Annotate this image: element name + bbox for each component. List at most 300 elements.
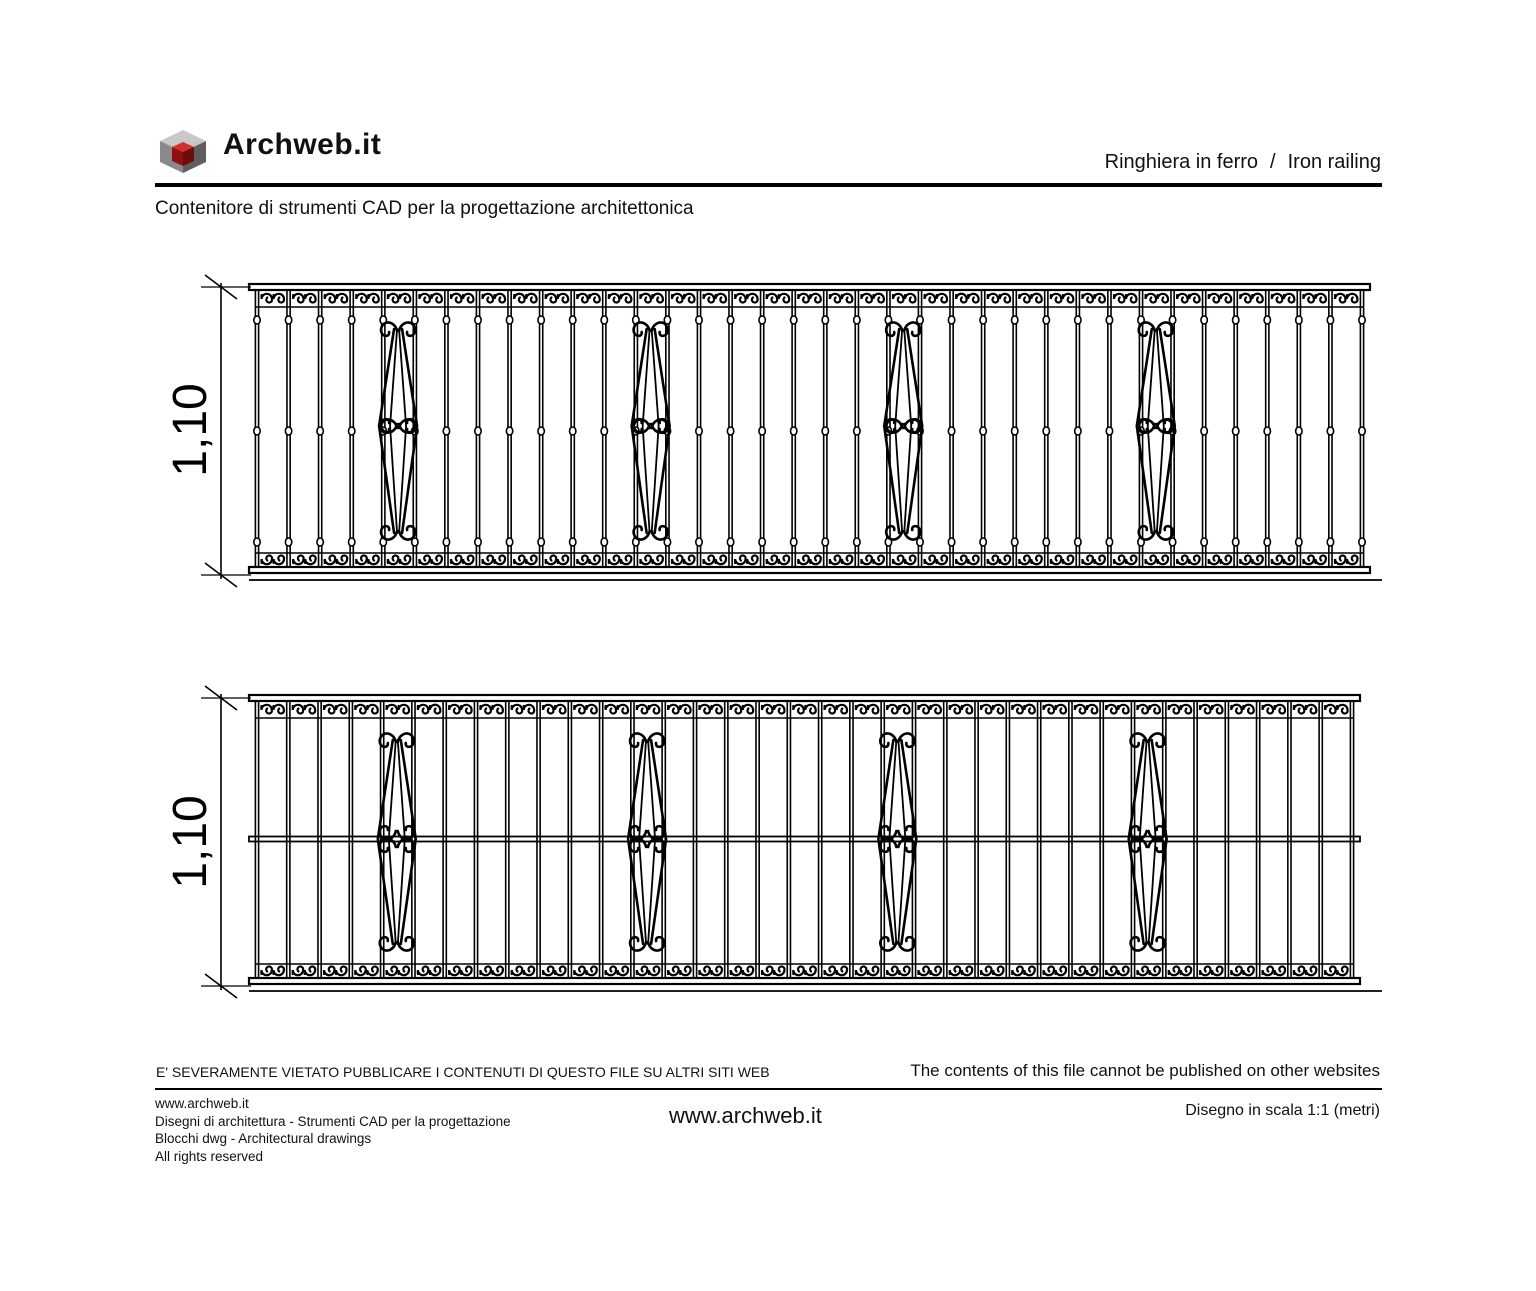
baluster-collar — [1296, 538, 1302, 546]
baluster-collar — [254, 316, 260, 324]
baluster-collar — [254, 427, 260, 435]
bottom-scroll — [1149, 966, 1159, 975]
top-scroll — [762, 705, 772, 714]
bottom-scroll — [798, 555, 808, 564]
bottom-scroll — [609, 555, 619, 564]
top-scroll — [743, 705, 753, 714]
baluster-collar — [1233, 427, 1239, 435]
bottom-scroll — [1252, 555, 1262, 564]
baluster-collar — [791, 538, 797, 546]
top-scroll — [324, 705, 334, 714]
top-scroll — [546, 294, 556, 303]
bottom-scroll — [1169, 966, 1179, 975]
bottom-scroll — [480, 966, 490, 975]
bottom-scroll — [512, 966, 522, 975]
bottom-scroll — [273, 966, 283, 975]
top-scroll — [621, 294, 631, 303]
bottom-scroll — [1082, 555, 1092, 564]
bottom-scroll — [492, 966, 502, 975]
baluster-collar — [1359, 538, 1365, 546]
bottom-scroll — [495, 555, 505, 564]
bottom-scroll — [483, 555, 493, 564]
bottom-scroll — [418, 966, 428, 975]
top-scroll — [305, 705, 315, 714]
bottom-scroll — [337, 555, 347, 564]
top-scroll — [637, 705, 647, 714]
top-scroll — [526, 294, 536, 303]
baluster-collar — [696, 427, 702, 435]
baluster-collar — [570, 427, 576, 435]
baluster-collar — [538, 316, 544, 324]
bottom-scroll — [810, 555, 820, 564]
bottom-scroll — [672, 555, 682, 564]
top-scroll — [1335, 294, 1345, 303]
top-scroll — [842, 294, 852, 303]
top-scroll — [400, 294, 410, 303]
top-scroll — [1315, 294, 1325, 303]
top-scroll — [861, 294, 871, 303]
baluster-collar — [1201, 427, 1207, 435]
bottom-scroll — [368, 555, 378, 564]
baluster-collar — [317, 538, 323, 546]
top-scroll — [1275, 705, 1285, 714]
bottom-rail — [249, 567, 1370, 573]
bottom-scroll — [1337, 966, 1347, 975]
top-scroll — [1118, 705, 1128, 714]
bottom-scroll — [419, 555, 429, 564]
bottom-scroll — [1275, 966, 1285, 975]
bottom-scroll — [586, 966, 596, 975]
baluster-collar — [601, 427, 607, 435]
top-scroll — [930, 705, 940, 714]
baluster-collar — [1264, 427, 1270, 435]
bottom-scroll — [606, 966, 616, 975]
railing-elevation-2 — [201, 686, 1382, 998]
top-scroll — [798, 294, 808, 303]
title-italian: Ringhiera in ferro — [1104, 151, 1259, 173]
bottom-scroll — [899, 966, 909, 975]
baluster-collar — [1012, 316, 1018, 324]
top-scroll — [1044, 705, 1054, 714]
baluster-collar — [980, 538, 986, 546]
top-scroll — [1114, 294, 1124, 303]
bottom-scroll — [1094, 555, 1104, 564]
top-scroll — [1063, 294, 1073, 303]
top-scroll — [1082, 294, 1092, 303]
top-scroll — [1087, 705, 1097, 714]
baluster-collar — [854, 538, 860, 546]
baluster-collar — [1012, 427, 1018, 435]
top-scroll — [652, 294, 662, 303]
baluster-collar — [1106, 316, 1112, 324]
footer-line-blocks: Blocchi dwg - Architectural drawings — [155, 1131, 372, 1146]
top-scroll — [956, 294, 966, 303]
bottom-scroll — [1158, 555, 1168, 564]
bottom-scroll — [461, 966, 471, 975]
title-separator: / — [1270, 151, 1276, 173]
bottom-scroll — [805, 966, 815, 975]
bottom-scroll — [430, 966, 440, 975]
bottom-scroll — [1177, 555, 1187, 564]
top-scroll — [1126, 294, 1136, 303]
top-scroll — [399, 705, 409, 714]
top-scroll — [793, 705, 803, 714]
top-scroll — [356, 294, 366, 303]
bottom-scroll — [680, 966, 690, 975]
bottom-scroll — [1137, 966, 1147, 975]
baluster-collar — [1043, 427, 1049, 435]
top-scroll — [1243, 705, 1253, 714]
bottom-scroll — [1012, 966, 1022, 975]
top-scroll — [574, 705, 584, 714]
baluster-collar — [854, 427, 860, 435]
bottom-scroll — [649, 966, 659, 975]
baluster-collar — [948, 316, 954, 324]
bottom-scroll — [837, 966, 847, 975]
top-scroll — [451, 294, 461, 303]
baluster-collar — [506, 427, 512, 435]
bottom-scroll — [546, 555, 556, 564]
top-scroll — [261, 705, 271, 714]
baluster-collar — [570, 316, 576, 324]
top-scroll — [555, 705, 565, 714]
top-scroll — [1012, 705, 1022, 714]
bottom-scroll — [684, 555, 694, 564]
bottom-scroll — [1056, 966, 1066, 975]
top-scroll — [1337, 705, 1347, 714]
bottom-scroll — [524, 966, 534, 975]
bottom-scroll — [779, 555, 789, 564]
bottom-scroll — [526, 555, 536, 564]
bottom-scroll — [355, 966, 365, 975]
top-scroll — [1177, 294, 1187, 303]
baluster-collar — [475, 538, 481, 546]
bottom-scroll — [367, 966, 377, 975]
bottom-scroll — [868, 966, 878, 975]
bottom-scroll — [336, 966, 346, 975]
bottom-scroll — [918, 966, 928, 975]
bottom-scroll — [1106, 966, 1116, 975]
top-scroll — [810, 294, 820, 303]
top-scroll — [1294, 705, 1304, 714]
bottom-scroll — [387, 966, 397, 975]
baluster-collar — [727, 427, 733, 435]
top-scroll — [1137, 705, 1147, 714]
baluster-collar — [822, 427, 828, 435]
bottom-scroll — [1315, 555, 1325, 564]
top-scroll — [463, 294, 473, 303]
bottom-scroll — [1000, 555, 1010, 564]
baluster-collar — [1075, 538, 1081, 546]
top-scroll — [962, 705, 972, 714]
bottom-scroll — [1189, 555, 1199, 564]
copyright-warning-english: The contents of this file cannot be published on other websites — [910, 1061, 1380, 1080]
bottom-scroll — [930, 966, 940, 975]
top-scroll — [968, 294, 978, 303]
baluster-collar — [696, 538, 702, 546]
top-scroll — [368, 294, 378, 303]
top-scroll — [899, 705, 909, 714]
baluster-collar — [570, 538, 576, 546]
top-scroll — [387, 705, 397, 714]
bottom-scroll — [1051, 555, 1061, 564]
top-scroll — [512, 705, 522, 714]
top-scroll — [774, 705, 784, 714]
top-scroll — [1221, 294, 1231, 303]
bottom-scroll — [1024, 966, 1034, 975]
top-scroll — [873, 294, 883, 303]
top-scroll — [543, 705, 553, 714]
bottom-scroll — [589, 555, 599, 564]
logo-text: Archweb.it — [223, 128, 382, 161]
bottom-scroll — [842, 555, 852, 564]
baluster-collar — [475, 316, 481, 324]
bottom-scroll — [1240, 555, 1250, 564]
top-scroll — [856, 705, 866, 714]
baluster-collar — [1327, 427, 1333, 435]
bottom-scroll — [262, 555, 272, 564]
bottom-scroll — [305, 966, 315, 975]
top-scroll — [805, 705, 815, 714]
baluster-collar — [1075, 427, 1081, 435]
top-scroll — [1189, 294, 1199, 303]
top-scroll — [1051, 294, 1061, 303]
footer-site-url[interactable]: www.archweb.it — [155, 1096, 249, 1111]
top-scroll — [1169, 705, 1179, 714]
top-scroll — [649, 705, 659, 714]
bottom-scroll — [893, 555, 903, 564]
bottom-scroll — [640, 555, 650, 564]
top-scroll — [274, 294, 284, 303]
top-scroll — [305, 294, 315, 303]
baluster-collar — [1233, 538, 1239, 546]
baluster-collar — [538, 427, 544, 435]
baluster-collar — [1296, 316, 1302, 324]
bottom-scroll — [574, 966, 584, 975]
bottom-scroll — [716, 555, 726, 564]
bottom-scroll — [856, 966, 866, 975]
baluster-collar — [791, 316, 797, 324]
bottom-scroll — [1335, 555, 1345, 564]
baluster-collar — [285, 316, 291, 324]
bottom-scroll — [762, 966, 772, 975]
bottom-scroll — [543, 966, 553, 975]
top-scroll — [367, 705, 377, 714]
bottom-scroll — [274, 555, 284, 564]
baluster-collar — [443, 427, 449, 435]
bottom-scroll — [293, 966, 303, 975]
top-scroll — [981, 705, 991, 714]
top-scroll — [684, 294, 694, 303]
baluster-collar — [1264, 538, 1270, 546]
footer-info — [155, 1095, 511, 1165]
baluster-collar — [727, 316, 733, 324]
bottom-scroll — [399, 966, 409, 975]
top-scroll — [668, 705, 678, 714]
baluster-collar — [759, 538, 765, 546]
top-scroll — [868, 705, 878, 714]
bottom-scroll — [830, 555, 840, 564]
bottom-scroll — [1243, 966, 1253, 975]
top-scroll — [589, 294, 599, 303]
bottom-scroll — [1118, 966, 1128, 975]
baluster-collar — [1043, 316, 1049, 324]
baluster-collar — [1043, 538, 1049, 546]
top-scroll — [699, 705, 709, 714]
bottom-scroll — [1263, 966, 1273, 975]
top-scroll — [1031, 294, 1041, 303]
baluster-collar — [1327, 316, 1333, 324]
top-scroll — [1158, 294, 1168, 303]
bottom-scroll — [325, 555, 335, 564]
baluster-collar — [1012, 538, 1018, 546]
bottom-scroll — [873, 555, 883, 564]
bottom-scroll — [905, 555, 915, 564]
bottom-rail — [249, 978, 1360, 984]
top-scroll — [1272, 294, 1282, 303]
top-scroll — [431, 294, 441, 303]
top-scroll — [388, 294, 398, 303]
baluster-collar — [506, 316, 512, 324]
bottom-scroll — [1063, 555, 1073, 564]
baluster-collar — [727, 538, 733, 546]
top-scroll — [1306, 705, 1316, 714]
top-scroll — [293, 294, 303, 303]
baluster-collar — [980, 316, 986, 324]
bottom-scroll — [1044, 966, 1054, 975]
top-scroll — [735, 294, 745, 303]
top-scroll — [586, 705, 596, 714]
handrail — [249, 695, 1360, 701]
bottom-scroll — [774, 966, 784, 975]
bottom-scroll — [324, 966, 334, 975]
top-scroll — [731, 705, 741, 714]
top-scroll — [1024, 705, 1034, 714]
scale-note: Disegno in scala 1:1 (metri) — [1185, 1102, 1380, 1119]
bottom-scroll — [1126, 555, 1136, 564]
top-scroll — [606, 705, 616, 714]
bottom-scroll — [711, 966, 721, 975]
top-scroll — [273, 705, 283, 714]
baluster-collar — [1075, 316, 1081, 324]
top-scroll — [430, 705, 440, 714]
bottom-scroll — [1272, 555, 1282, 564]
bottom-scroll — [767, 555, 777, 564]
baluster-collar — [822, 538, 828, 546]
top-scroll — [618, 705, 628, 714]
bottom-scroll — [1114, 555, 1124, 564]
bottom-scroll — [1031, 555, 1041, 564]
top-scroll — [680, 705, 690, 714]
baluster-collar — [1264, 316, 1270, 324]
bottom-scroll — [1347, 555, 1357, 564]
top-scroll — [1146, 294, 1156, 303]
top-scroll — [1231, 705, 1241, 714]
top-scroll — [704, 294, 714, 303]
bottom-scroll — [388, 555, 398, 564]
baluster-collar — [854, 316, 860, 324]
baluster-collar — [317, 427, 323, 435]
title-english: Iron railing — [1287, 151, 1381, 173]
bottom-scroll — [668, 966, 678, 975]
top-scroll — [1284, 294, 1294, 303]
top-scroll — [925, 294, 935, 303]
top-scroll — [711, 705, 721, 714]
top-scroll — [837, 705, 847, 714]
top-scroll — [325, 294, 335, 303]
baluster-collar — [948, 427, 954, 435]
bottom-scroll — [463, 555, 473, 564]
baluster-collar — [1201, 316, 1207, 324]
top-scroll — [747, 294, 757, 303]
top-scroll — [293, 705, 303, 714]
baluster-collar — [601, 316, 607, 324]
top-scroll — [480, 705, 490, 714]
bottom-scroll — [305, 555, 315, 564]
bottom-scroll — [558, 555, 568, 564]
baluster-collar — [349, 538, 355, 546]
bottom-scroll — [925, 555, 935, 564]
top-scroll — [355, 705, 365, 714]
top-scroll — [1200, 705, 1210, 714]
bottom-scroll — [1087, 966, 1097, 975]
baluster-collar — [1201, 538, 1207, 546]
bottom-scroll — [981, 966, 991, 975]
top-scroll — [336, 705, 346, 714]
bottom-scroll — [968, 555, 978, 564]
top-scroll — [609, 294, 619, 303]
baluster-collar — [696, 316, 702, 324]
baluster-collar — [791, 427, 797, 435]
top-scroll — [492, 705, 502, 714]
bottom-scroll — [747, 555, 757, 564]
top-scroll — [937, 294, 947, 303]
bottom-scroll — [1325, 966, 1335, 975]
baluster-collar — [759, 427, 765, 435]
top-scroll — [1149, 705, 1159, 714]
top-scroll — [262, 294, 272, 303]
bottom-scroll — [731, 966, 741, 975]
bottom-scroll — [1209, 555, 1219, 564]
top-scroll — [950, 705, 960, 714]
top-scroll — [830, 294, 840, 303]
top-scroll — [418, 705, 428, 714]
baluster-collar — [1233, 316, 1239, 324]
top-scroll — [337, 294, 347, 303]
baluster-collar — [759, 316, 765, 324]
top-scroll — [419, 294, 429, 303]
top-scroll — [905, 294, 915, 303]
top-scroll — [1212, 705, 1222, 714]
top-scroll — [524, 705, 534, 714]
top-scroll — [893, 294, 903, 303]
bottom-scroll — [988, 555, 998, 564]
bottom-scroll — [1200, 966, 1210, 975]
baluster-collar — [1106, 538, 1112, 546]
bottom-scroll — [825, 966, 835, 975]
top-scroll — [993, 705, 1003, 714]
top-scroll — [887, 705, 897, 714]
bottom-scroll — [1221, 555, 1231, 564]
bottom-scroll — [1146, 555, 1156, 564]
bottom-scroll — [962, 966, 972, 975]
bottom-scroll — [956, 555, 966, 564]
baluster-collar — [1327, 538, 1333, 546]
top-scroll — [495, 294, 505, 303]
baluster-collar — [506, 538, 512, 546]
bottom-scroll — [699, 966, 709, 975]
footer-center-url[interactable]: www.archweb.it — [669, 1103, 822, 1128]
